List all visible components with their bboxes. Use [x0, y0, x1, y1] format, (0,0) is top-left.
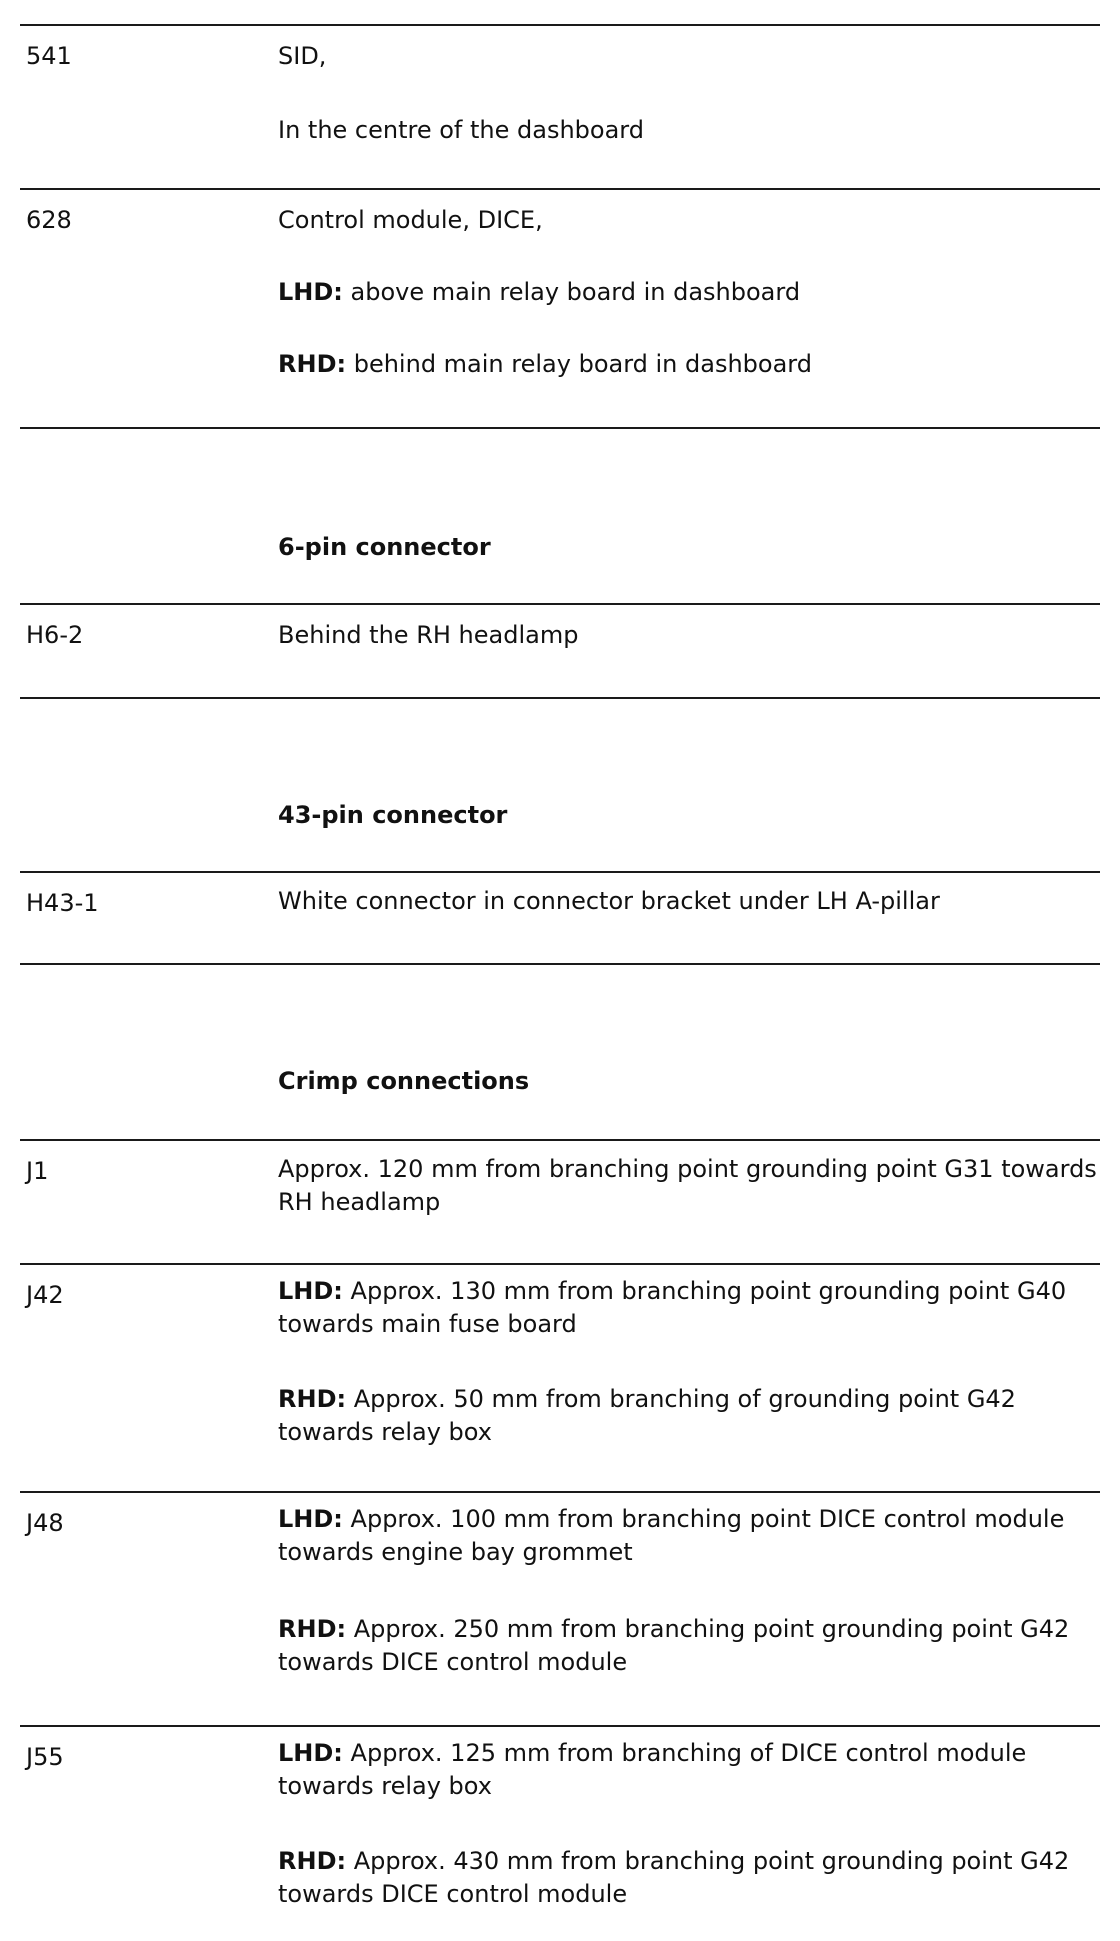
component-location-rhd: RHD: behind main relay board in dashboard: [278, 350, 812, 378]
component-id: J1: [26, 1157, 49, 1185]
component-location: In the centre of the dashboard: [278, 116, 644, 144]
component-id: J55: [26, 1743, 64, 1771]
component-location-rhd: RHD: Approx. 430 mm from branching point grounding point G42 towards DICE control module: [278, 1847, 1070, 1908]
table-row: [20, 1725, 1100, 1941]
section-heading: Crimp connections: [278, 1067, 530, 1095]
component-location-lhd: LHD: Approx. 130 mm from branching point grounding point G40 towards main fuse board: [278, 1277, 1067, 1338]
component-description: SID,: [278, 42, 327, 70]
connector-location-table: [20, 24, 1100, 1941]
component-location-rhd: RHD: Approx. 250 mm from branching point grounding point G42 towards DICE control module: [278, 1615, 1070, 1676]
component-location-lhd: LHD: Approx. 125 mm from branching of DICE control module towards relay box: [278, 1739, 1027, 1800]
component-id: H6-2: [26, 621, 84, 649]
component-location-lhd: LHD: Approx. 100 mm from branching point DICE control module towards engine bay grommet: [278, 1505, 1065, 1566]
table-row: [20, 1139, 1100, 1263]
section-heading: 6-pin connector: [278, 533, 491, 561]
table-row: [20, 871, 1100, 963]
component-location-rhd: RHD: Approx. 50 mm from branching of grounding point G42 towards relay box: [278, 1385, 1016, 1446]
table-row: [20, 1491, 1100, 1725]
component-id: J48: [26, 1509, 64, 1537]
section-row: [20, 963, 1100, 1139]
table-row: [20, 188, 1100, 427]
section-row: [20, 697, 1100, 871]
component-id: 541: [26, 42, 72, 70]
table-row: [20, 603, 1100, 697]
section-row: [20, 427, 1100, 603]
table-row: [20, 1263, 1100, 1491]
component-location: Approx. 120 mm from branching point grounding point G31 towards RH headlamp: [278, 1155, 1097, 1216]
component-id: J42: [26, 1281, 64, 1309]
table-row: [20, 24, 1100, 188]
component-description: Control module, DICE,: [278, 206, 543, 234]
component-location: White connector in connector bracket under LH A-pillar: [278, 887, 940, 915]
component-location-lhd: LHD: above main relay board in dashboard: [278, 278, 801, 306]
component-id: H43-1: [26, 889, 99, 917]
section-heading: 43-pin connector: [278, 801, 508, 829]
component-location: Behind the RH headlamp: [278, 621, 579, 649]
component-id: 628: [26, 206, 72, 234]
